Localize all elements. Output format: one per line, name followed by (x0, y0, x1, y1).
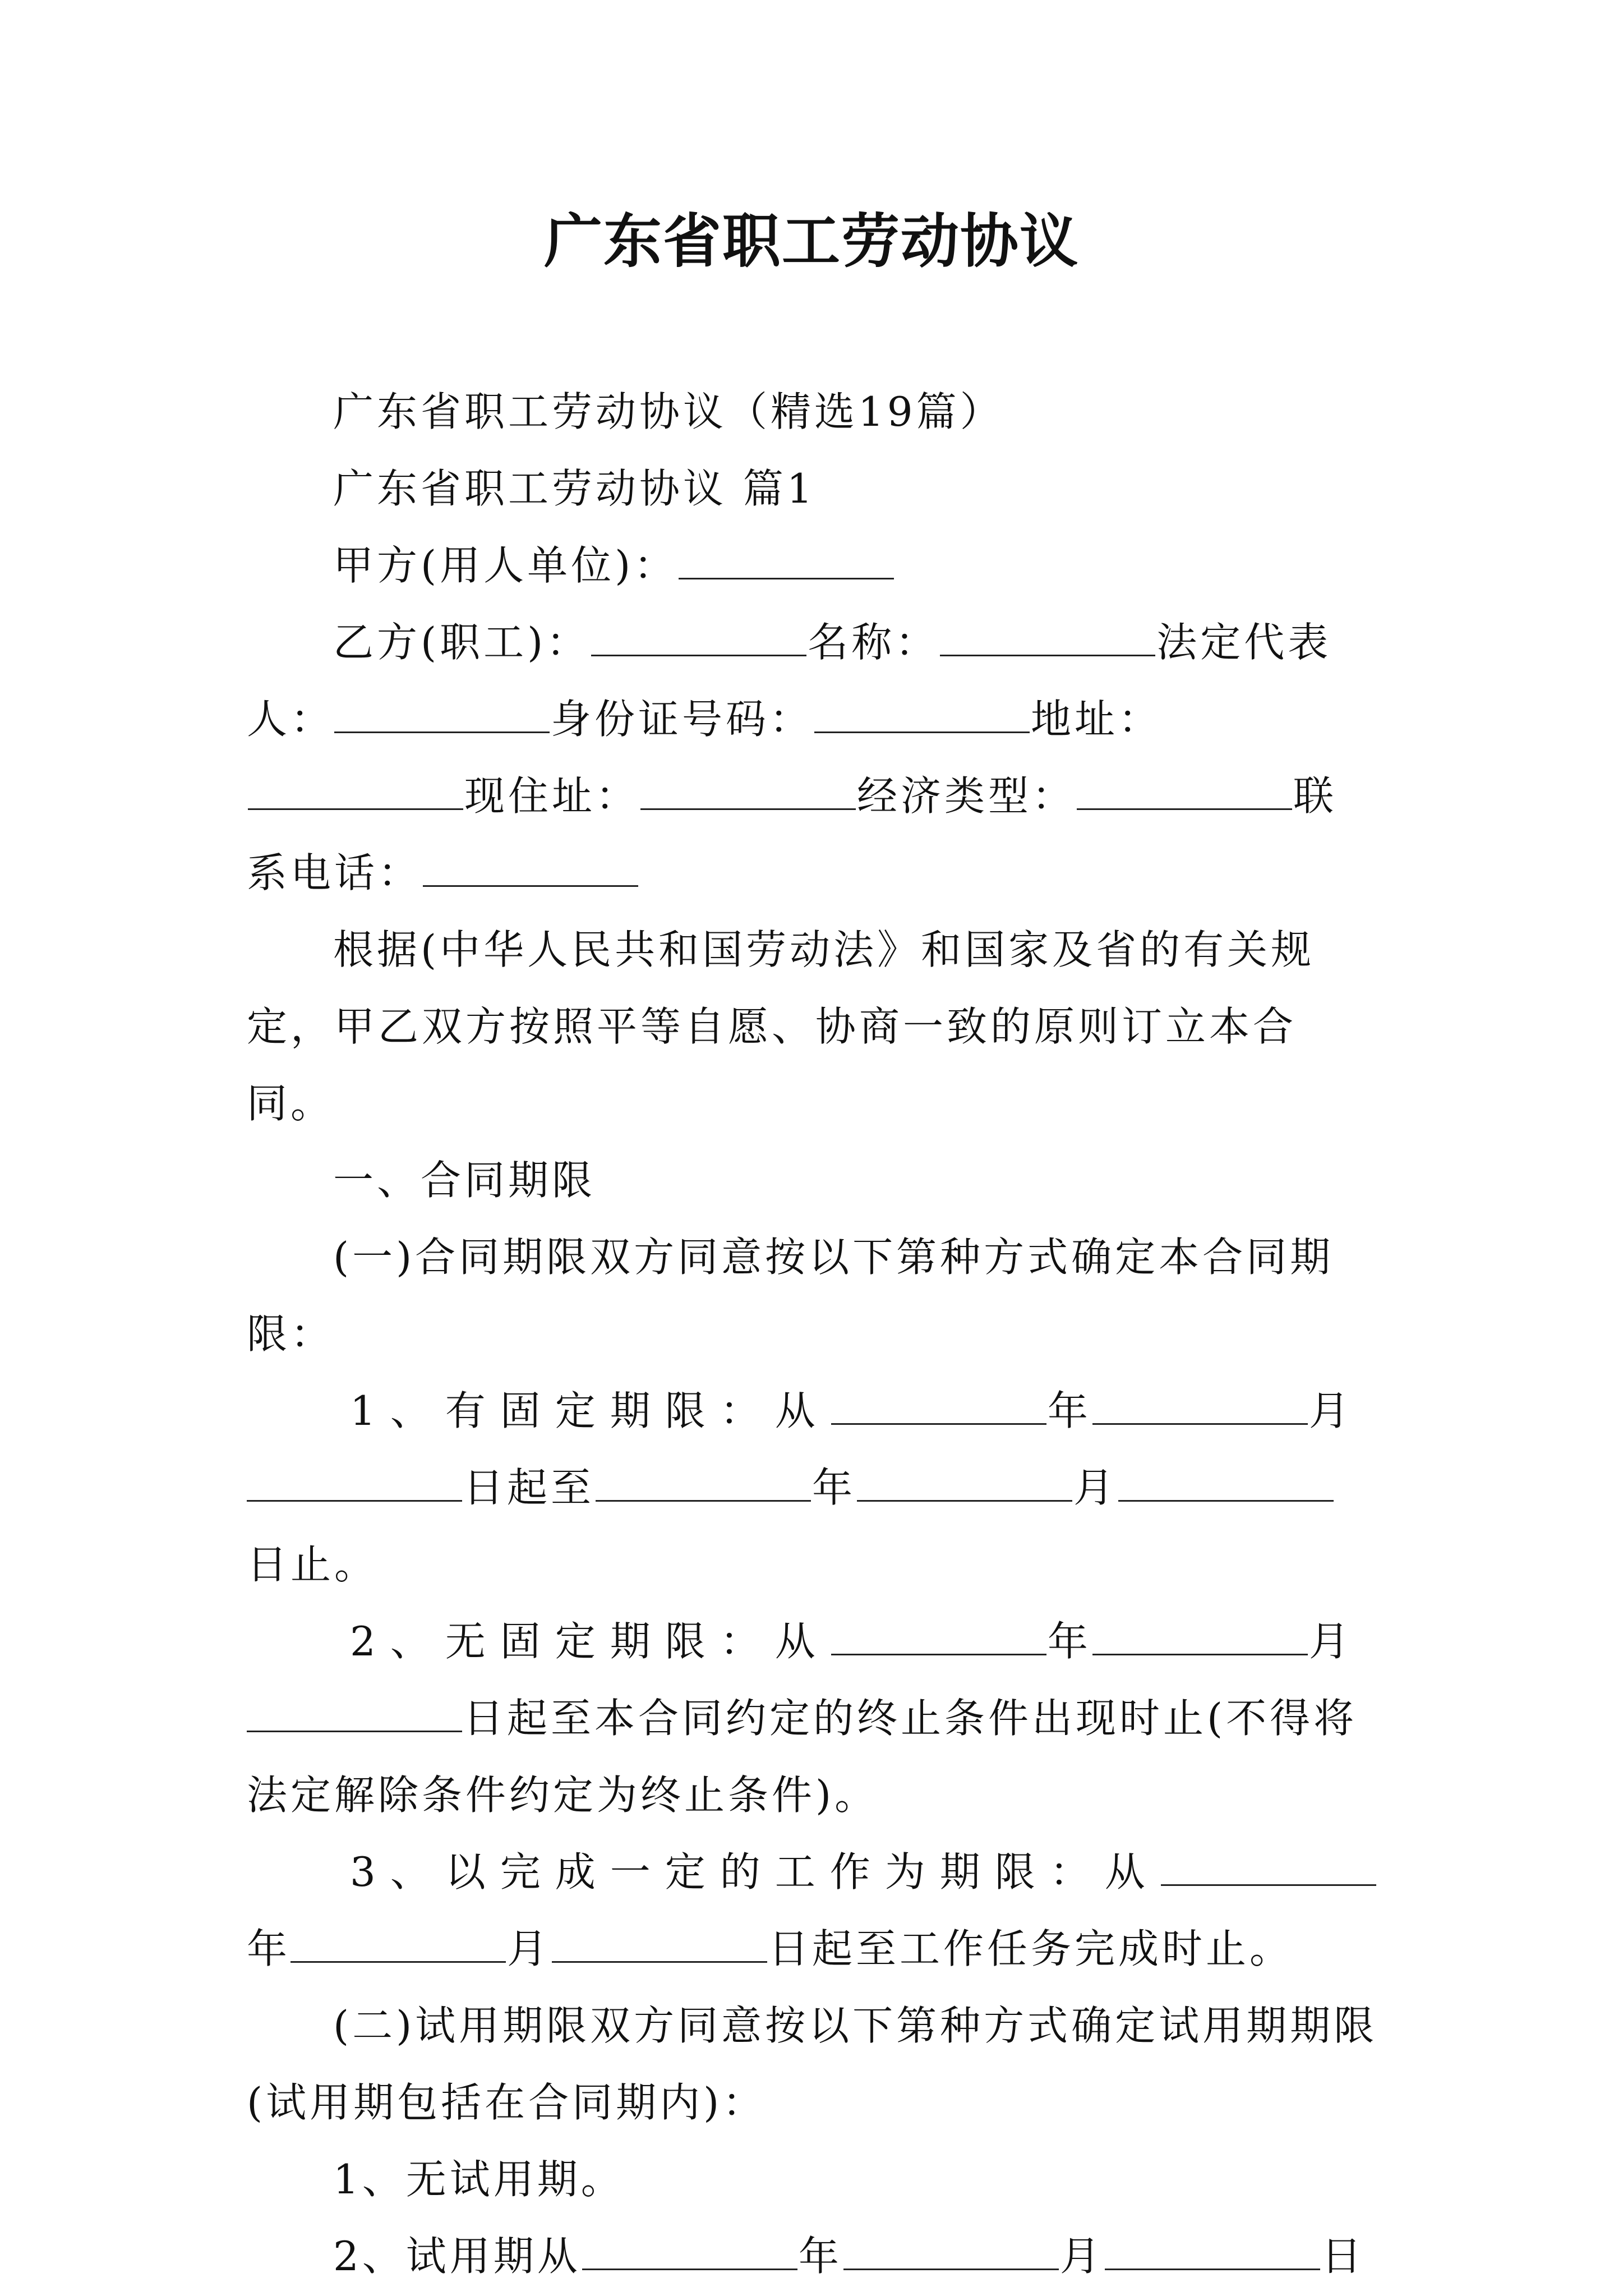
year-label: 年 (1047, 1387, 1091, 1434)
month-label: 月 (1308, 1387, 1353, 1434)
probation-month-blank (843, 2263, 1059, 2270)
open-term-clause (247, 1603, 1378, 1834)
legal-rep-label: 法定代表人： (247, 619, 1332, 743)
open-start-day-blank (247, 1725, 462, 1732)
year-label: 年 (1047, 1618, 1091, 1665)
fixed-start-year-blank (831, 1418, 1046, 1425)
open-term-label: 2、无固定期限：从 (350, 1618, 830, 1665)
party-b-blank (591, 649, 806, 656)
open-term-text: 日起至本合同约定的终止条件出现时止(不得将法定解除条件约定为终止条件)。 (247, 1695, 1358, 1819)
party-a-label: 甲方(用人单位)： (333, 542, 678, 589)
party-a-blank (679, 572, 894, 579)
task-term-clause (247, 1834, 1378, 1987)
preamble-paragraph: 根据(中华人民共和国劳动法》和国家及省的有关规定，甲乙双方按照平等自愿、协商一致的原则订立本合同。 (247, 926, 1315, 1127)
chapter-heading: 一、合同期限 (333, 1157, 596, 1204)
address-blank (248, 803, 463, 810)
document-title: 广东省职工劳动协议 (543, 207, 1079, 275)
task-term-text: 日起至工作任务完成时止。 (768, 1925, 1294, 1972)
economic-type-label: 经济类型： (857, 772, 1076, 820)
fixed-term-clause (247, 1373, 1378, 1603)
party-a-line (247, 527, 1378, 604)
party-b-label: 乙方(职工)： (333, 619, 591, 666)
fixed-end-day-blank (1118, 1494, 1334, 1502)
probation-year-blank (582, 2263, 797, 2270)
start-until-label: 日起至 (463, 1464, 595, 1511)
end-label: 日止。 (247, 1541, 379, 1588)
probation-from-label: 2、试用期从 (333, 2233, 581, 2280)
open-start-month-blank (1092, 1648, 1308, 1655)
year-label: 年 (247, 1925, 291, 1972)
fixed-start-month-blank (1092, 1418, 1308, 1425)
phone-label: 联系电话： (247, 772, 1338, 896)
current-address-label: 现住址： (464, 772, 640, 820)
month-label: 月 (1073, 1464, 1118, 1511)
name-blank (940, 649, 1155, 656)
task-term-label: 3、以完成一定的工作为期限：从 (350, 1848, 1160, 1895)
id-number-label: 身份证号码： (551, 696, 814, 743)
month-label: 月 (1059, 2233, 1104, 2280)
phone-blank (423, 880, 638, 887)
subtitle: 广东省职工劳动协议（精选19篇） (333, 388, 1004, 435)
legal-rep-blank (334, 726, 550, 733)
year-label: 年 (798, 2233, 842, 2280)
document-body (247, 374, 1378, 2295)
task-start-year-blank (1161, 1879, 1376, 1886)
fixed-end-month-blank (857, 1494, 1072, 1502)
task-start-day-blank (552, 1955, 767, 1963)
current-address-blank (640, 803, 856, 810)
probation-clause: (二)试用期限双方同意按以下第种方式确定试用期期限(试用期包括在合同期内)： (247, 2002, 1378, 2126)
section-heading: 广东省职工劳动协议 篇1 (333, 465, 816, 512)
year-label: 年 (812, 1464, 856, 1511)
economic-type-blank (1077, 803, 1292, 810)
month-label: 月 (507, 1925, 551, 1972)
contract-term-clause: (一)合同期限双方同意按以下第种方式确定本合同期限： (247, 1234, 1334, 1358)
name-label: 名称： (808, 619, 939, 666)
month-label: 月 (1308, 1618, 1353, 1665)
task-start-month-blank (291, 1955, 506, 1963)
probation-day-blank (1105, 2263, 1320, 2270)
address-label: 地址： (1031, 696, 1163, 743)
day-label: 日 (1321, 2233, 1365, 2280)
fixed-term-label: 1、有固定期限：从 (350, 1387, 830, 1434)
open-start-year-blank (831, 1648, 1046, 1655)
party-b-line (247, 604, 1378, 912)
fixed-end-year-blank (596, 1494, 811, 1502)
fixed-start-day-blank (247, 1494, 462, 1502)
id-number-blank (814, 726, 1030, 733)
no-probation-item: 1、无试用期。 (333, 2156, 625, 2203)
probation-period-item (247, 2218, 1378, 2295)
